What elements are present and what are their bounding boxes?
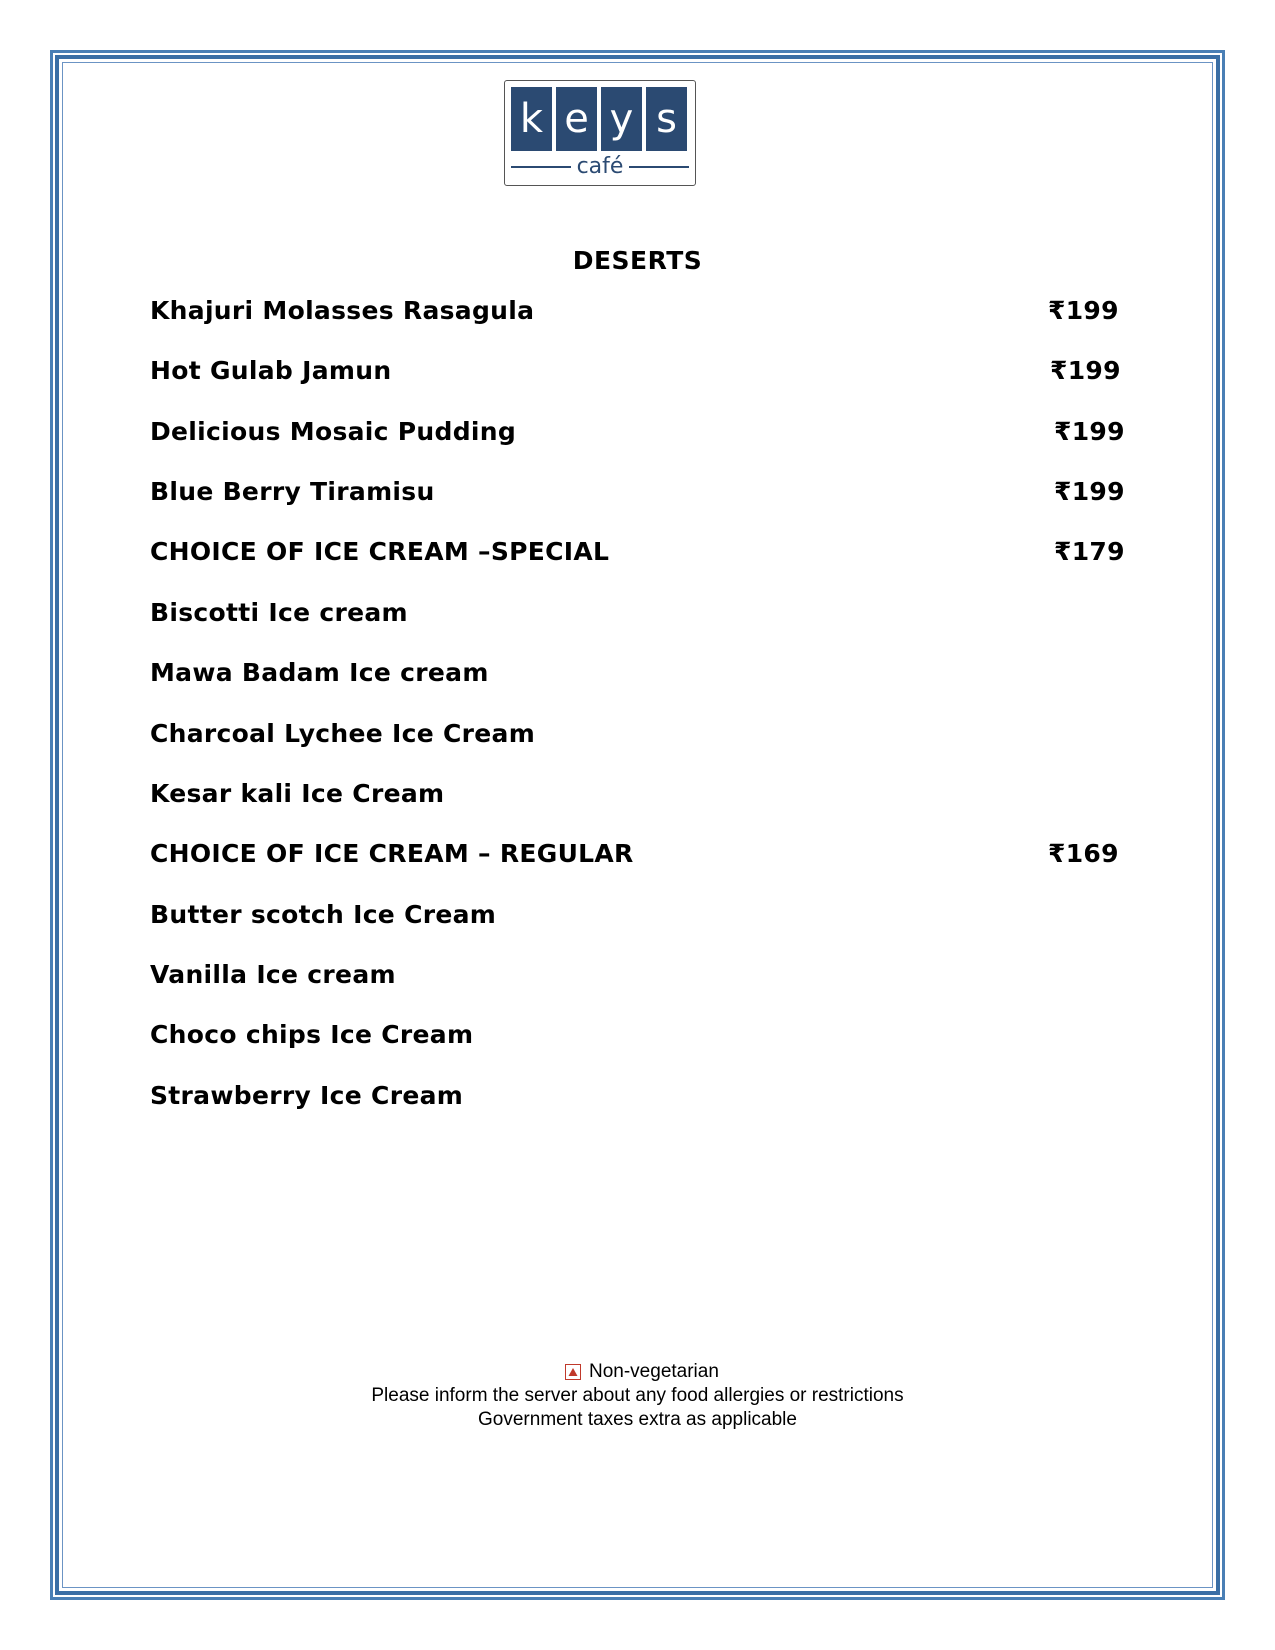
menu-item (150, 356, 1130, 390)
menu-item (150, 658, 1130, 692)
menu-item (150, 417, 1130, 451)
item-name: Butter scotch Ice Cream (150, 900, 497, 929)
item-name: Vanilla Ice cream (150, 960, 396, 989)
nonveg-label: Non-vegetarian (589, 1361, 719, 1382)
menu-item (150, 598, 1130, 632)
logo-letters (511, 87, 687, 151)
item-name: Strawberry Ice Cream (150, 1081, 464, 1110)
item-name: Charcoal Lychee Ice Cream (150, 719, 536, 748)
item-name: Choco chips Ice Cream (150, 1020, 474, 1049)
section-title: DESERTS (572, 246, 703, 275)
menu-item (150, 839, 1130, 873)
allergy-note: Please inform the server about any food allergies or restrictions (371, 1385, 904, 1406)
menu-item (150, 477, 1130, 511)
item-name: CHOICE OF ICE CREAM – REGULAR (150, 839, 634, 868)
logo-letter-y: y (601, 87, 642, 151)
item-price: ₹169 (1048, 839, 1119, 868)
logo-rule-right (629, 166, 689, 168)
menu-item (150, 779, 1130, 813)
item-name: Delicious Mosaic Pudding (150, 417, 517, 446)
item-price: ₹179 (1054, 537, 1125, 566)
menu-item (150, 1081, 1130, 1115)
menu-item (150, 537, 1130, 571)
item-name: Hot Gulab Jamun (150, 356, 392, 385)
nonveg-triangle-icon (565, 1364, 581, 1380)
page-border-inner (62, 62, 1213, 1588)
logo-rule-left (511, 166, 571, 168)
item-price: ₹199 (1054, 477, 1125, 506)
item-price: ₹199 (1048, 296, 1119, 325)
menu-item (150, 296, 1130, 330)
item-price: ₹199 (1050, 356, 1121, 385)
logo-cafe-text: café (576, 154, 624, 179)
tax-note: Government taxes extra as applicable (478, 1409, 797, 1430)
item-name: Khajuri Molasses Rasagula (150, 296, 535, 325)
logo-letter-s: s (646, 87, 687, 151)
item-name: CHOICE OF ICE CREAM –SPECIAL (150, 537, 610, 566)
logo-letter-k: k (511, 87, 552, 151)
item-name: Mawa Badam Ice cream (150, 658, 489, 687)
keys-cafe-logo (504, 80, 696, 186)
item-name: Biscotti Ice cream (150, 598, 408, 627)
item-name: Kesar kali Ice Cream (150, 779, 445, 808)
menu-item (150, 1020, 1130, 1054)
item-price: ₹199 (1054, 417, 1125, 446)
menu-item (150, 719, 1130, 753)
menu-item (150, 960, 1130, 994)
item-name: Blue Berry Tiramisu (150, 477, 435, 506)
nonveg-legend (565, 1361, 719, 1383)
logo-letter-e: e (556, 87, 597, 151)
logo-subtitle (511, 155, 689, 179)
menu-item (150, 900, 1130, 934)
